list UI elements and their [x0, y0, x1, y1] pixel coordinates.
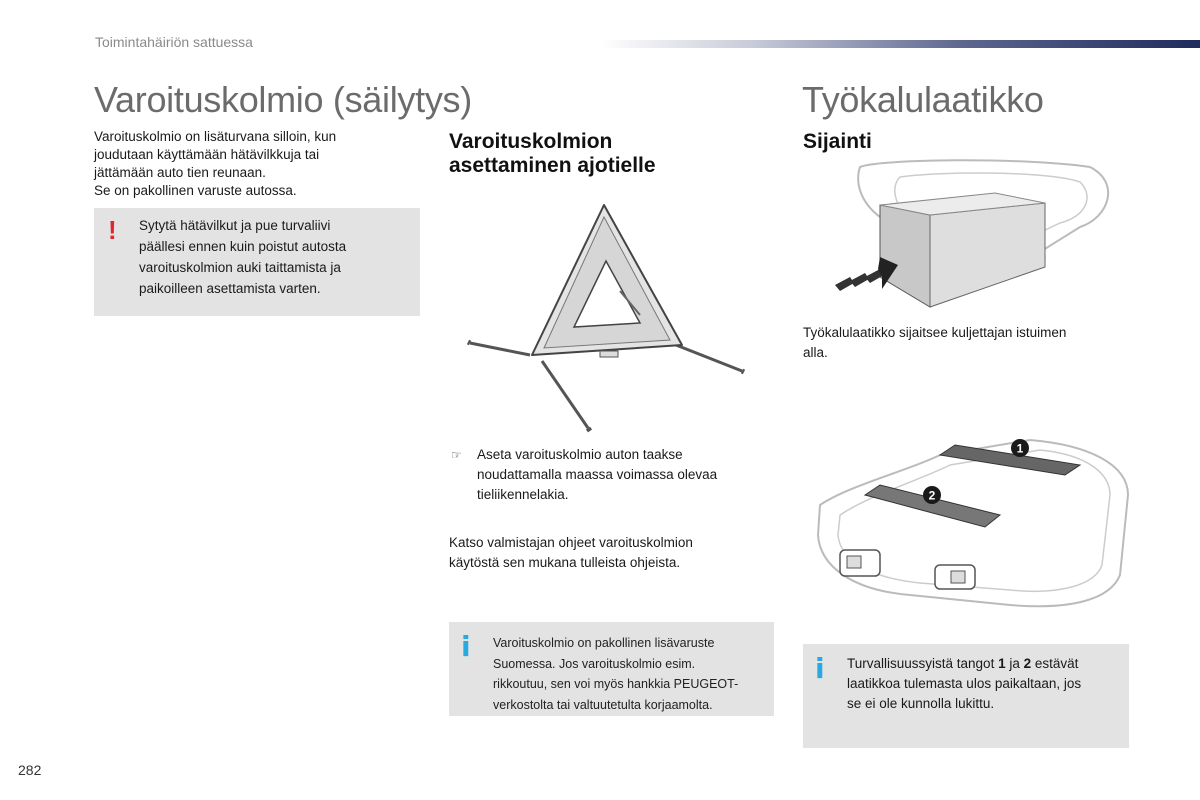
info-line: verkostolta tai valtuutetulta korjaamolta. [493, 697, 713, 712]
pointing-hand-icon: ☞ [451, 448, 462, 462]
caption-line: alla. [803, 345, 828, 360]
seat-toolbox-illustration [820, 157, 1120, 317]
info-line: rikkoutuu, sen voi myös hankkia PEUGEOT- [493, 677, 739, 691]
info-line: Turvallisuussyistä tangot 1 ja 2 estävät [847, 656, 1079, 671]
info-line: Suomessa. Jos varoituskolmio esim. [493, 656, 696, 671]
warning-triangle-illustration [460, 195, 760, 435]
toolbox-detail-illustration [810, 435, 1135, 620]
info-line: Varoituskolmio on pakollinen lisävaruste [493, 636, 715, 650]
info-line: laatikkoa tulemasta ulos paikaltaan, jos [847, 676, 1082, 691]
caption-line: Työkalulaatikko sijaitsee kuljettajan istuimen [803, 325, 1067, 340]
warning-line: varoituskolmion auki taittamista ja [139, 260, 341, 275]
intro-line: jättämään auto tien reunaan. [94, 165, 266, 180]
section-title-toolbox: Työkalulaatikko [802, 79, 1044, 120]
subtitle-line: asettaminen ajotielle [449, 154, 656, 178]
exclamation-icon: ! [108, 215, 117, 245]
intro-line: Varoituskolmio on lisäturvana silloin, kun [94, 129, 337, 144]
callout-1-label: 1 [1016, 441, 1024, 456]
note-line: käytöstä sen mukana tulleista ohjeista. [449, 555, 681, 570]
intro-line: Se on pakollinen varuste autossa. [94, 183, 297, 198]
toolbox-caption [803, 323, 1133, 363]
header-gradient-bar [600, 40, 1200, 48]
manufacturer-note [449, 533, 759, 573]
info-icon: i [815, 652, 825, 685]
subtitle-location: Sijainti [803, 130, 872, 153]
callout-2-label: 2 [928, 488, 936, 503]
intro-paragraph [94, 128, 414, 200]
bullet-line: tieliikennelakia. [477, 487, 569, 502]
bullet-text [477, 445, 767, 505]
subtitle-line: Varoituskolmion [449, 130, 613, 153]
intro-line: joudutaan käyttämään hätävilkkuja tai [94, 147, 320, 162]
warning-text [139, 215, 409, 299]
info-text-right [847, 654, 1127, 714]
warning-line: Sytytä hätävilkut ja pue turvaliivi [139, 218, 331, 233]
bullet-line: noudattamalla maassa voimassa olevaa [477, 467, 718, 482]
running-header: Toimintahäiriön sattuessa [95, 34, 253, 50]
info-icon: i [461, 630, 471, 663]
note-line: Katso valmistajan ohjeet varoituskolmion [449, 535, 693, 550]
warning-line: päällesi ennen kuin poistut autosta [139, 239, 347, 254]
info-line: se ei ole kunnolla lukittu. [847, 696, 995, 711]
section-title-warning-triangle: Varoituskolmio (säilytys) [94, 79, 472, 120]
info-text-middle [493, 633, 773, 715]
bullet-line: Aseta varoituskolmio auton taakse [477, 447, 683, 462]
page-number: 282 [18, 762, 42, 778]
warning-line: paikoilleen asettamista varten. [139, 281, 321, 296]
subtitle-placing-triangle [449, 130, 656, 178]
